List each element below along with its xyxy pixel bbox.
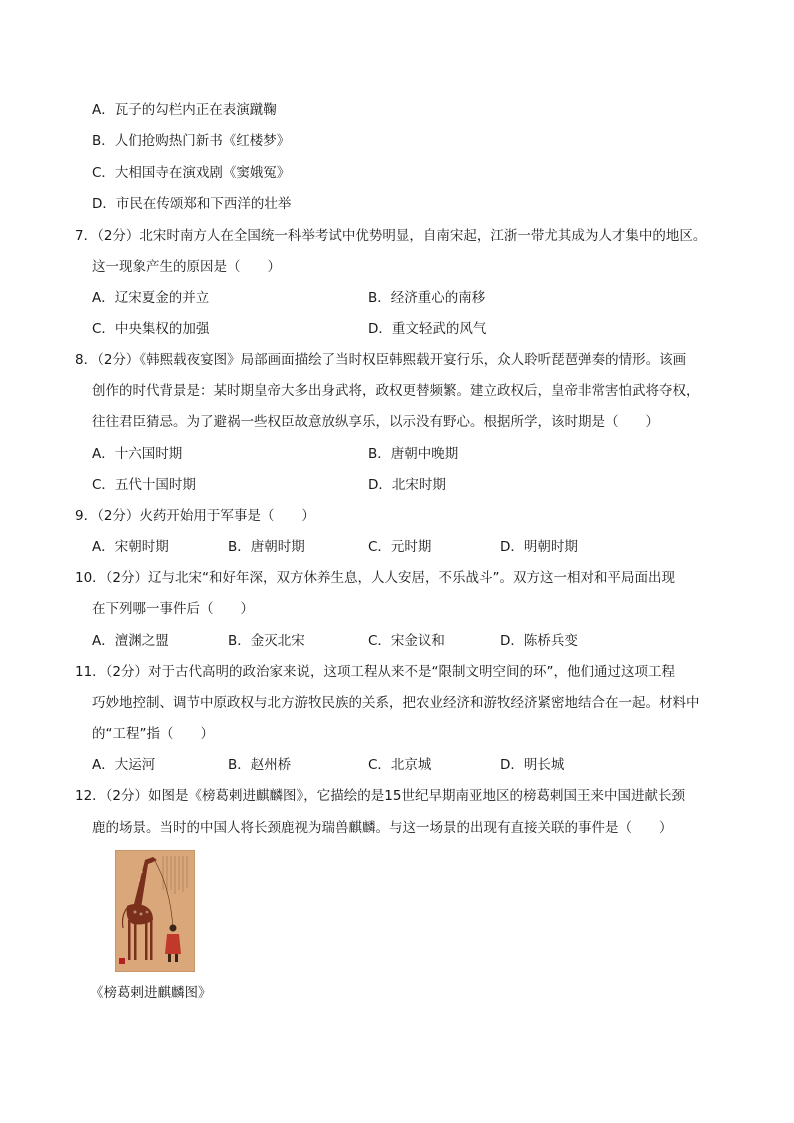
q8-option-d: D．北宋时期 <box>368 477 446 493</box>
q11-option-c: C．北京城 <box>368 757 432 773</box>
q9-stem-line-1: 9．（2分）火药开始用于军事是（ ） <box>75 508 315 524</box>
q11-option-d: D．明长城 <box>500 757 565 773</box>
q9-option-b: B．唐朝时期 <box>228 539 305 555</box>
q9-option-d: D．明朝时期 <box>500 539 578 555</box>
q7-option-c: C．中央集权的加强 <box>92 321 210 337</box>
q10-option-d: D．陈桥兵变 <box>500 633 578 649</box>
q7-stem-line-2: 这一现象产生的原因是（ ） <box>92 259 281 275</box>
figure-caption: 《榜葛剌进麒麟图》 <box>90 985 212 1001</box>
q10-stem-line-2: 在下列哪一事件后（ ） <box>92 601 254 617</box>
q8-stem-line-3: 往往君臣猜忌。为了避祸一些权臣故意放纵享乐，以示没有野心。根据所学，该时期是（ ） <box>92 414 659 430</box>
q7-option-a: A．辽宋夏金的并立 <box>92 290 210 306</box>
q10-option-a: A．澶渊之盟 <box>92 633 169 649</box>
q10-stem-line-1: 10．（2分）辽与北宋“和好年深，双方休养生息，人人安居，不乐战斗”。双方这一相对和平局面出现 <box>75 570 676 586</box>
q11-option-b: B．赵州桥 <box>228 757 292 773</box>
q8-option-b: B．唐朝中晚期 <box>368 446 459 462</box>
q8-stem-line-1: 8．（2分）《韩熙载夜宴图》局部画面描绘了当时权臣韩熙载开宴行乐，众人聆听琵琶弹奏的情形。该画 <box>75 352 687 368</box>
q7-stem-line-1: 7．（2分）北宋时南方人在全国统一科举考试中优势明显，自南宋起，江浙一带尤其成为人才集中的地区。 <box>75 228 707 244</box>
q6-option-c: C．大相国寺在演戏剧《窦娥冤》 <box>92 165 291 181</box>
q11-stem-line-2: 巧妙地控制、调节中原政权与北方游牧民族的关系，把农业经济和游牧经济紧密地结合在一起。材料中 <box>92 695 700 711</box>
q8-option-c: C．五代十国时期 <box>92 477 196 493</box>
q6-option-b: B．人们抢购热门新书《红楼梦》 <box>92 133 291 149</box>
q12-stem-line-1: 12．（2分）如图是《榜葛剌进麒麟图》，它描绘的是15世纪早期南亚地区的榜葛剌国王来中国进献长颈 <box>75 788 685 804</box>
q7-option-d: D．重文轻武的风气 <box>368 321 487 337</box>
q6-option-d: D．市民在传颂郑和下西洋的壮举 <box>92 196 292 212</box>
q11-option-a: A．大运河 <box>92 757 156 773</box>
q10-option-b: B．金灭北宋 <box>228 633 305 649</box>
q12-stem-line-2: 鹿的场景。当时的中国人将长颈鹿视为瑞兽麒麟。与这一场景的出现有直接关联的事件是（ ） <box>92 820 673 836</box>
q9-option-a: A．宋朝时期 <box>92 539 169 555</box>
q8-option-a: A．十六国时期 <box>92 446 183 462</box>
q7-option-b: B．经济重心的南移 <box>368 290 486 306</box>
q9-option-c: C．元时期 <box>368 539 432 555</box>
q10-option-c: C．宋金议和 <box>368 633 445 649</box>
q11-stem-line-1: 11．（2分）对于古代高明的政治家来说，这项工程从来不是“限制文明空间的环”，他们通过这项工程 <box>75 664 676 680</box>
q6-option-a: A．瓦子的勾栏内正在表演蹴鞠 <box>92 102 277 118</box>
q11-stem-line-3: 的“工程”指（ ） <box>92 726 214 742</box>
q8-stem-line-2: 创作的时代背景是：某时期皇帝大多出身武将，政权更替频繁。建立政权后，皇帝非常害怕武将夺权， <box>92 383 700 399</box>
giraffe-painting-image <box>115 850 195 972</box>
